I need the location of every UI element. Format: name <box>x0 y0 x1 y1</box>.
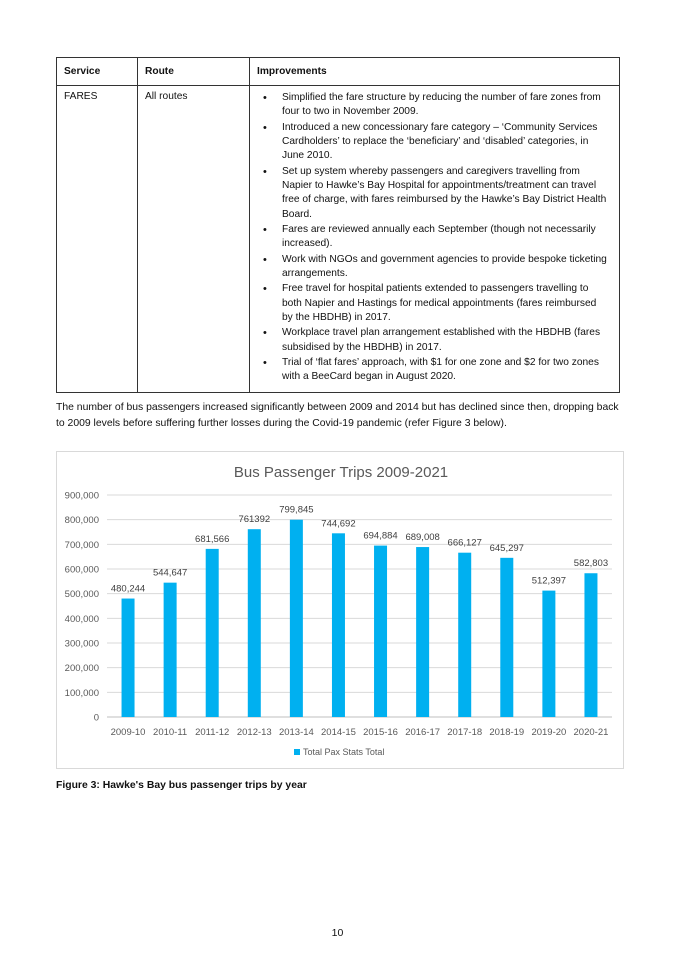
bar-2018-19 <box>500 558 513 717</box>
x-tick-label: 2019-20 <box>531 727 567 738</box>
y-tick-label: 900,000 <box>64 490 99 502</box>
list-item: • Introduced a new concessionary fare category – ‘Community Services Cardholders’ to replace the ‘beneficiary’ and ‘disabled’ categories, in June 2010. <box>257 121 608 164</box>
list-item: • Work with NGOs and government agencies to provide bespoke ticketing arrangements. <box>257 253 608 282</box>
data-label: 512,397 <box>531 575 567 587</box>
x-tick-label: 2015-16 <box>363 727 398 738</box>
table-header-row <box>57 58 620 86</box>
list-item: • Free travel for hospital patients extended to passengers travelling to both Napier and Hastings for medical appointments (fares reimbursed by the HBDHB) in 2017. <box>257 282 608 325</box>
x-tick-label: 2012-13 <box>236 727 272 738</box>
x-tick-label: 2009-10 <box>110 727 146 738</box>
bar-2017-18 <box>458 553 471 717</box>
y-tick-label: 300,000 <box>64 638 99 650</box>
y-tick-label: 800,000 <box>64 515 99 527</box>
x-tick-label: 2020-21 <box>573 727 609 738</box>
data-label: 744,692 <box>321 518 356 530</box>
table-row <box>57 86 620 393</box>
x-tick-label: 2011-12 <box>195 727 230 738</box>
y-tick-label: 400,000 <box>64 613 99 625</box>
legend-swatch <box>294 749 300 755</box>
bar-2013-14 <box>290 520 303 717</box>
chart-container <box>56 451 624 769</box>
header-route: Route <box>138 58 250 86</box>
bar-2020-21 <box>584 573 597 717</box>
x-tick-label: 2017-18 <box>447 727 483 738</box>
data-label: 681,566 <box>195 533 230 545</box>
y-tick-label: 500,000 <box>64 589 99 601</box>
list-item: • Trial of ‘flat fares’ approach, with $1 for one zone and $2 for two zones with a BeeCard began in August 2020. <box>257 356 608 385</box>
y-tick-label: 100,000 <box>64 687 99 699</box>
x-tick-label: 2018-19 <box>489 727 525 738</box>
bar-2019-20 <box>542 591 555 717</box>
x-tick-label: 2013-14 <box>278 727 314 738</box>
data-label: 645,297 <box>489 542 524 554</box>
bar-2012-13 <box>248 529 261 717</box>
header-improvements: Improvements <box>250 58 620 86</box>
bar-chart <box>57 452 625 770</box>
data-label: 544,647 <box>152 567 188 579</box>
bar-2016-17 <box>416 547 429 717</box>
bar-2014-15 <box>332 533 345 717</box>
improvements-list <box>257 91 612 385</box>
y-tick-label: 200,000 <box>64 663 99 675</box>
bar-2015-16 <box>374 546 387 717</box>
list-item: • Workplace travel plan arrangement established with the HBDHB (fares subsidised by the HBDHB) in 2017. <box>257 326 608 355</box>
improvements-table <box>56 57 620 393</box>
bar-2010-11 <box>164 583 177 717</box>
list-item: • Fares are reviewed annually each September (though not necessarily increased). <box>257 223 608 252</box>
data-label: 689,008 <box>405 532 440 544</box>
cell-route: All routes <box>138 86 250 393</box>
y-tick-label: 700,000 <box>64 539 99 551</box>
data-label: 582,803 <box>573 558 609 570</box>
data-label: 666,127 <box>447 537 482 549</box>
y-tick-label: 600,000 <box>64 564 99 576</box>
bar-2009-10 <box>122 599 135 717</box>
x-tick-label: 2010-11 <box>153 727 188 738</box>
x-tick-label: 2016-17 <box>405 727 441 738</box>
page-number: 10 <box>331 927 344 939</box>
legend-label: Total Pax Stats Total <box>303 747 385 757</box>
cell-improvements <box>250 86 620 393</box>
list-item: • Set up system whereby passengers and caregivers travelling from Napier to Hawke’s Bay Hospital for appointments/treatment can travel free of charge, with fares reimbursed by the Hawke’s Bay District Health Board. <box>257 165 608 222</box>
figure-caption: Figure 3: Hawke's Bay bus passenger trips by year <box>56 780 307 791</box>
data-label: 761392 <box>238 514 271 526</box>
x-tick-label: 2014-15 <box>321 727 356 738</box>
data-label: 799,845 <box>279 504 314 516</box>
chart-title: Bus Passenger Trips 2009-2021 <box>233 464 449 481</box>
data-label: 480,244 <box>110 583 146 595</box>
header-service: Service <box>57 58 138 86</box>
data-label: 694,884 <box>363 530 398 542</box>
bar-2011-12 <box>206 549 219 717</box>
body-paragraph: The number of bus passengers increased significantly between 2009 and 2014 but has declined since then, dropping back to 2009 levels before suffering further losses during the Covid-19 pandemic (refer Figure 3 below). <box>56 402 619 429</box>
list-item: • Simplified the fare structure by reducing the number of fare zones from four to two in November 2009. <box>257 91 608 120</box>
cell-service: FARES <box>57 86 138 393</box>
y-tick-label: 0 <box>93 712 99 724</box>
